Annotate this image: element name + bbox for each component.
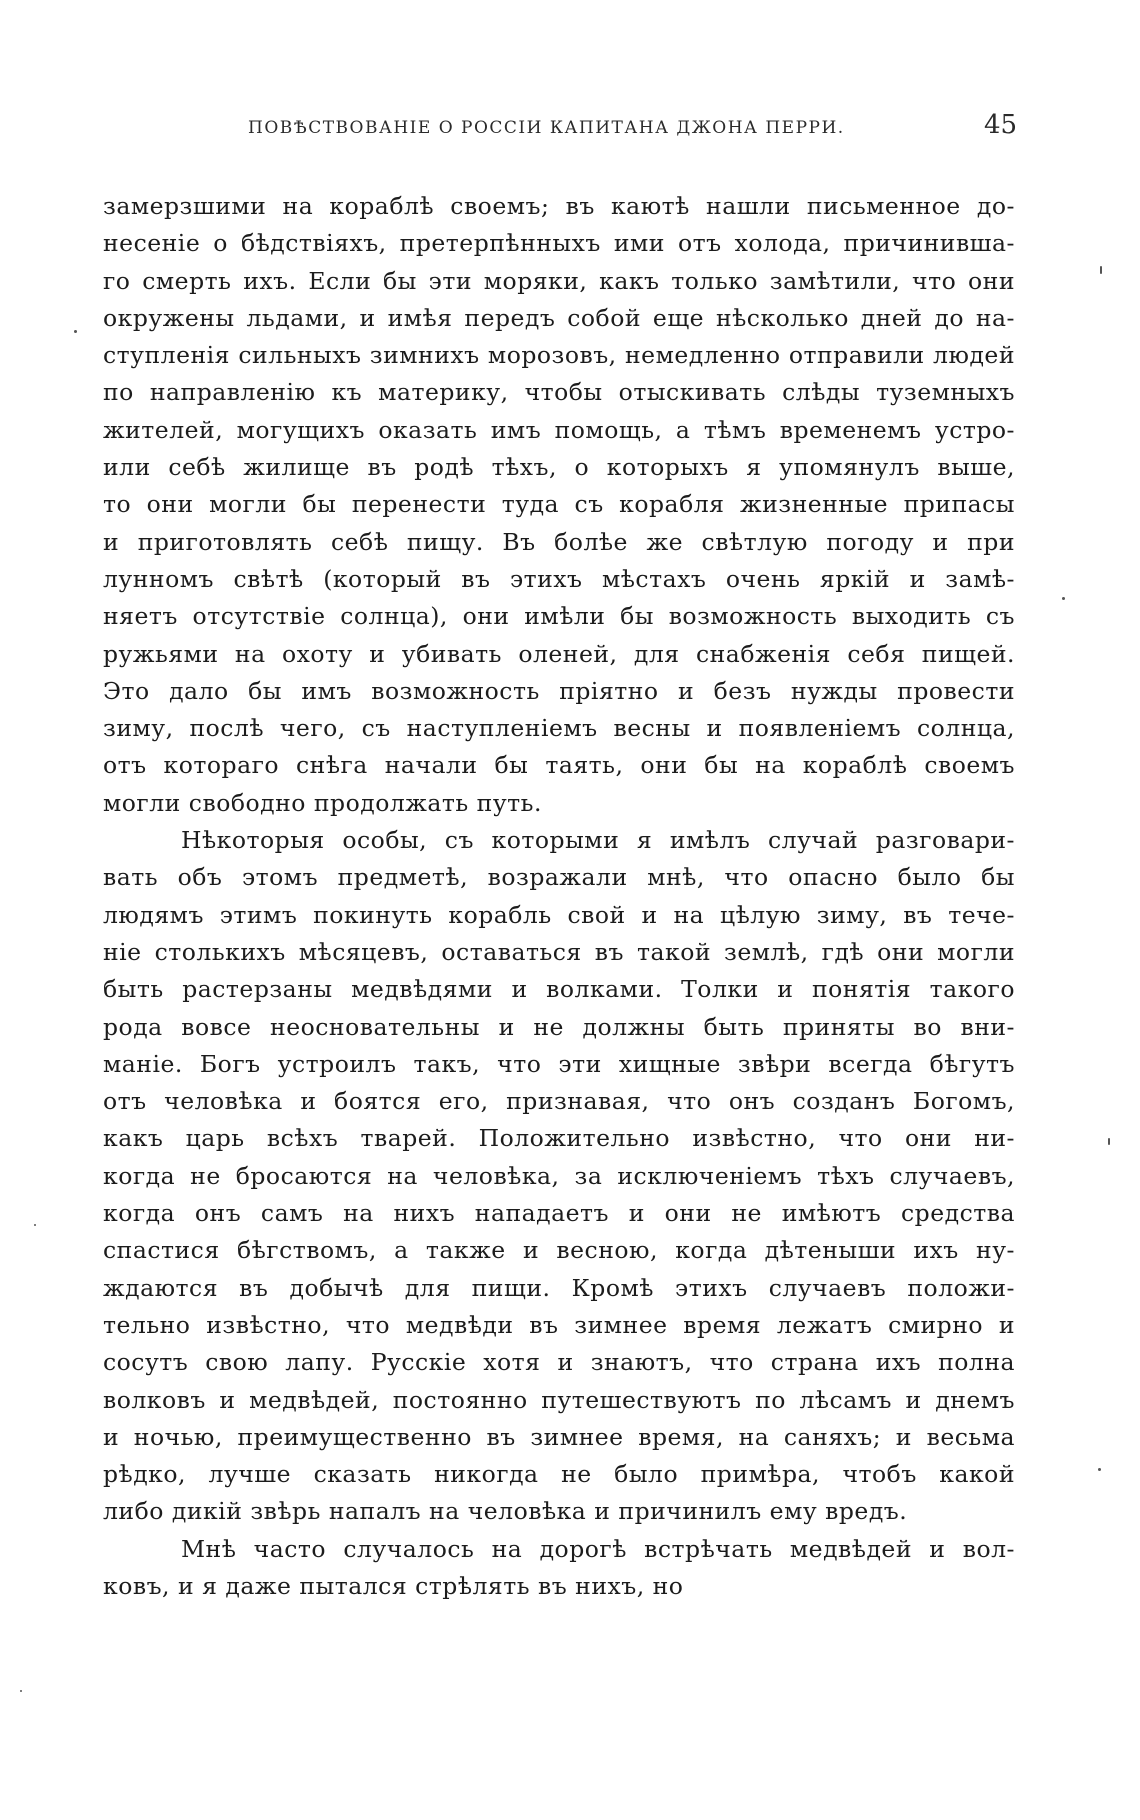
- text-line: отъ человѣка и боятся его, признавая, что онъ созданъ Богомъ,: [103, 1087, 1015, 1116]
- scan-speck: [34, 1224, 36, 1226]
- text-line: людямъ этимъ покинуть корабль свой и на цѣлую зиму, въ тече-: [103, 900, 1015, 929]
- text-line: маніе. Богъ устроилъ такъ, что эти хищные звѣри всегда бѣгутъ: [103, 1049, 1015, 1078]
- text-line: когда не бросаются на человѣка, за исключеніемъ тѣхъ случаевъ,: [103, 1161, 1015, 1190]
- text-line: ніе столькихъ мѣсяцевъ, оставаться въ такой землѣ, гдѣ они могли: [103, 937, 1015, 966]
- text-line: несеніе о бѣдствіяхъ, претерпѣнныхъ ими отъ холода, причинивша-: [103, 229, 1015, 258]
- text-line: либо дикій звѣрь напалъ на человѣка и причинилъ ему вредъ.: [103, 1497, 908, 1526]
- text-line: Это дало бы имъ возможность пріятно и безъ нужды провести: [103, 676, 1015, 705]
- text-line: какъ царь всѣхъ тварей. Положительно извѣстно, что они ни-: [103, 1124, 1015, 1153]
- text-line: Мнѣ часто случалось на дорогѣ встрѣчать медвѣдей и вол-: [181, 1534, 1015, 1563]
- text-line: рода вовсе неосновательны и не должны быть приняты во вни-: [103, 1012, 1015, 1041]
- text-line: или себѣ жилище въ родѣ тѣхъ, о которыхъ я упомянулъ выше,: [103, 453, 1015, 482]
- text-line: волковъ и медвѣдей, постоянно путешествуютъ по лѣсамъ и днемъ: [103, 1385, 1015, 1414]
- scan-speck: [74, 330, 77, 333]
- text-line: ступленія сильныхъ зимнихъ морозовъ, немедленно отправили людей: [103, 341, 1015, 370]
- text-line: то они могли бы перенести туда съ корабля жизненные припасы: [103, 490, 1015, 519]
- text-line: и приготовлять себѣ пищу. Въ болѣе же свѣтлую погоду и при: [103, 527, 1015, 556]
- text-line: отъ котораго снѣга начали бы таять, они бы на кораблѣ своемъ: [103, 751, 1015, 780]
- text-line: и ночью, преимущественно въ зимнее время, на саняхъ; и весьма: [103, 1422, 1015, 1451]
- running-title: ПОВѢСТВОВАНІЕ О РОССІИ КАПИТАНА ДЖОНА ПЕРРИ.: [248, 118, 845, 138]
- text-line: ждаются въ добычѣ для пищи. Кромѣ этихъ случаевъ положи-: [103, 1273, 1015, 1302]
- scan-speck: [1100, 266, 1102, 274]
- text-line: го смерть ихъ. Если бы эти моряки, какъ только замѣтили, что они: [103, 266, 1015, 295]
- text-line: тельно извѣстно, что медвѣди въ зимнее время лежатъ смирно и: [103, 1310, 1015, 1339]
- text-line: ружьями на охоту и убивать оленей, для снабженія себя пищей.: [103, 639, 1015, 668]
- text-line: няетъ отсутствіе солнца), они имѣли бы возможность выходить съ: [103, 602, 1015, 631]
- page-number: 45: [984, 110, 1018, 140]
- text-line: окружены льдами, и имѣя передъ собой еще нѣсколько дней до на-: [103, 303, 1015, 332]
- text-line: рѣдко, лучше сказать никогда не было примѣра, чтобъ какой: [103, 1460, 1015, 1489]
- scan-speck: [1108, 1138, 1110, 1145]
- text-line: Нѣкоторыя особы, съ которыми я имѣлъ случай разговари-: [181, 826, 1015, 855]
- text-line: спастися бѣгствомъ, а также и весною, когда дѣтеныши ихъ ну-: [103, 1236, 1015, 1265]
- text-line: жителей, могущихъ оказать имъ помощь, а тѣмъ временемъ устро-: [103, 415, 1015, 444]
- body-text: [103, 188, 1015, 1605]
- text-line: вать объ этомъ предметѣ, возражали мнѣ, что опасно было бы: [103, 863, 1015, 892]
- text-line: лунномъ свѣтѣ (который въ этихъ мѣстахъ очень яркій и замѣ-: [103, 564, 1015, 593]
- text-line: сосутъ свою лапу. Русскіе хотя и знаютъ, что страна ихъ полна: [103, 1348, 1015, 1377]
- scan-speck: [1062, 597, 1065, 600]
- scan-speck: [1098, 1468, 1101, 1471]
- text-line: могли свободно продолжать путь.: [103, 788, 542, 817]
- text-line: по направленію къ материку, чтобы отыскивать слѣды туземныхъ: [103, 378, 1015, 407]
- text-line: зиму, послѣ чего, съ наступленіемъ весны и появленіемъ солнца,: [103, 714, 1015, 743]
- scan-speck: [20, 1690, 22, 1692]
- text-line: быть растерзаны медвѣдями и волками. Толки и понятія такого: [103, 975, 1015, 1004]
- text-line: ковъ, и я даже пытался стрѣлять въ нихъ, но: [103, 1571, 684, 1600]
- text-line: замерзшими на кораблѣ своемъ; въ каютѣ нашли письменное до-: [103, 192, 1015, 220]
- text-line: когда онъ самъ на нихъ нападаетъ и они не имѣютъ средства: [103, 1199, 1015, 1228]
